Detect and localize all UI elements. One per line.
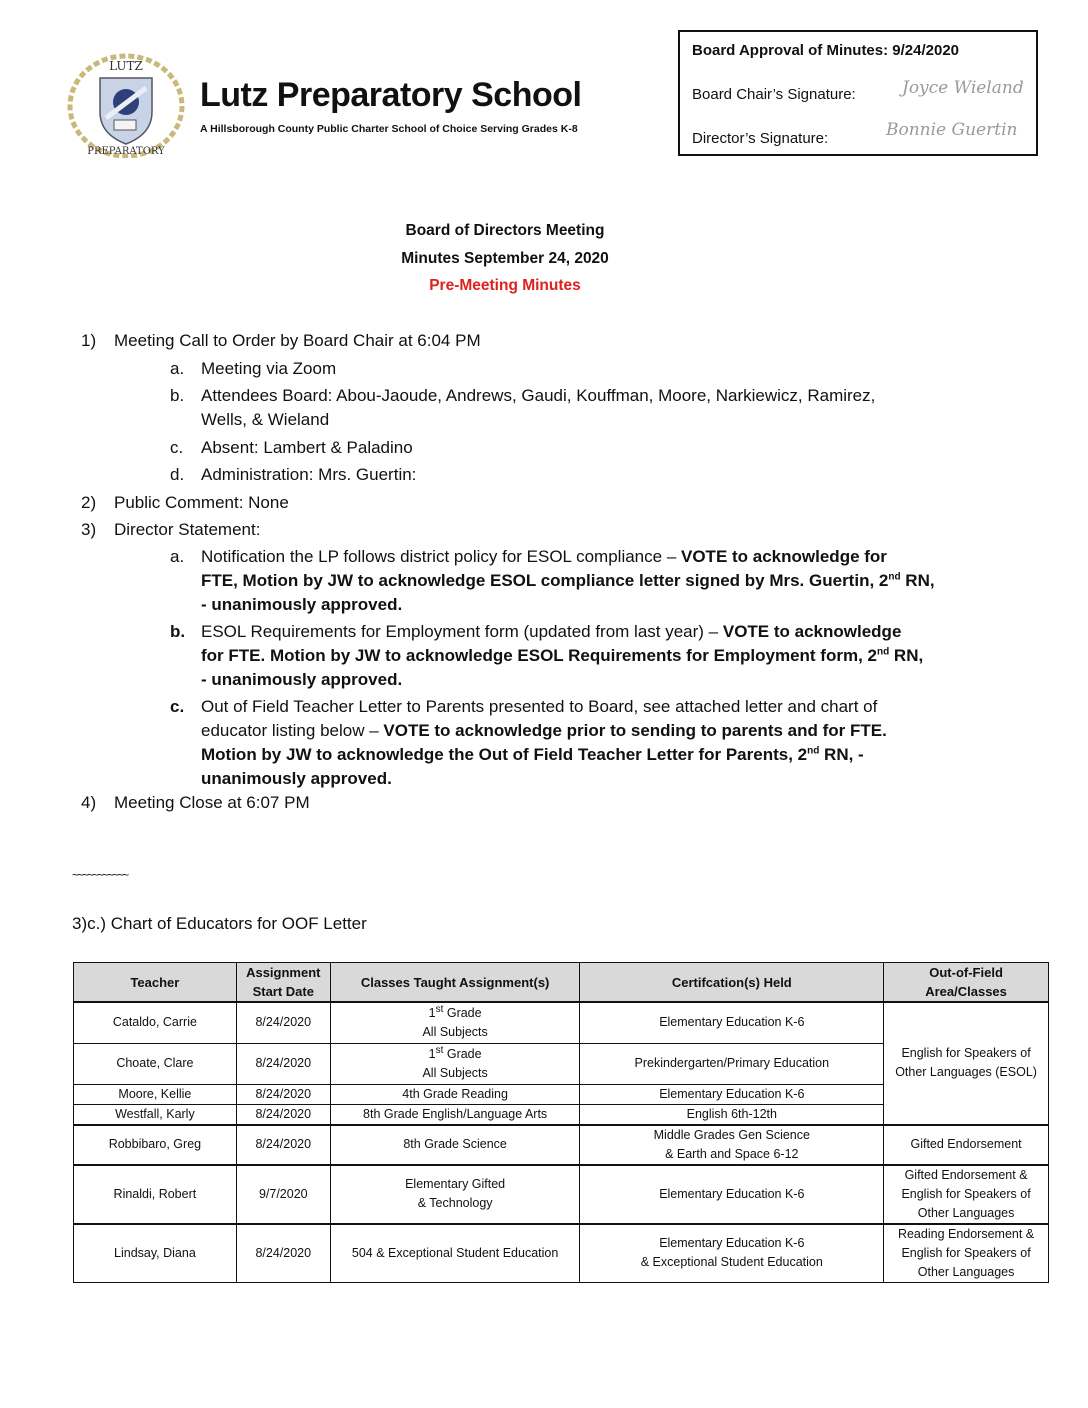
col-teacher: Teacher (74, 963, 237, 1003)
esol-group-cell: English for Speakers of Other Languages (ESOL) (884, 1002, 1049, 1125)
table-row: Cataldo, Carrie 8/24/2020 1st Grade All Subjects Elementary Education K-6 English for Speakers of Other Languages (ESOL) (74, 1002, 1049, 1043)
approval-box (678, 30, 1038, 156)
col-start-date: Assignment Start Date (236, 963, 330, 1003)
educators-table (73, 962, 1049, 1283)
separator: ~~~~~~~~~~~ (72, 868, 128, 882)
table-row: Rinaldi, Robert 9/7/2020 Elementary Gifted & Technology Elementary Education K-6 Gifted Endorsement & English for Speakers of Other Languages (74, 1165, 1049, 1224)
pre-meeting-label: Pre-Meeting Minutes (429, 277, 581, 294)
school-name: Lutz Preparatory School (200, 76, 582, 114)
chart-title: 3)c.) Chart of Educators for OOF Letter (72, 914, 367, 933)
table-row: Moore, Kellie 8/24/2020 4th Grade Reading Elementary Education K-6 (74, 1084, 1049, 1104)
director-signature-label: Director’s Signature: (692, 130, 829, 147)
table-header-row (74, 963, 1049, 1003)
col-certification: Certifcation(s) Held (580, 963, 884, 1003)
table-row: Choate, Clare 8/24/2020 1st Grade All Subjects Prekindergarten/Primary Education (74, 1043, 1049, 1084)
school-subtitle: A Hillsborough County Public Charter School of Choice Serving Grades K-8 (200, 123, 578, 135)
table-row: Westfall, Karly 8/24/2020 8th Grade English/Language Arts English 6th-12th (74, 1104, 1049, 1125)
table-row: Lindsay, Diana 8/24/2020 504 & Exceptional Student Education Elementary Education K-6 & Exceptional Student Education Reading Endorsement & English for Speakers of Other Languages (74, 1224, 1049, 1283)
meeting-title: Board of Directors Meeting (405, 222, 605, 239)
chair-signature: Joyce Wieland (902, 78, 1024, 98)
col-out-of-field: Out-of-Field Area/Classes (884, 963, 1049, 1003)
minutes-date: Minutes September 24, 2020 (401, 250, 609, 267)
svg-text:PREPARATORY: PREPARATORY (87, 146, 165, 157)
approval-label: Board Approval of Minutes: 9/24/2020 (692, 42, 960, 59)
school-logo (66, 48, 186, 158)
svg-text:LUTZ: LUTZ (109, 59, 143, 73)
chair-signature-label: Board Chair’s Signature: (692, 86, 856, 103)
table-row: Robbibaro, Greg 8/24/2020 8th Grade Science Middle Grades Gen Science & Earth and Space 6-12 Gifted Endorsement (74, 1125, 1049, 1165)
director-signature: Bonnie Guertin (886, 120, 1018, 140)
col-classes: Classes Taught Assignment(s) (330, 963, 580, 1003)
